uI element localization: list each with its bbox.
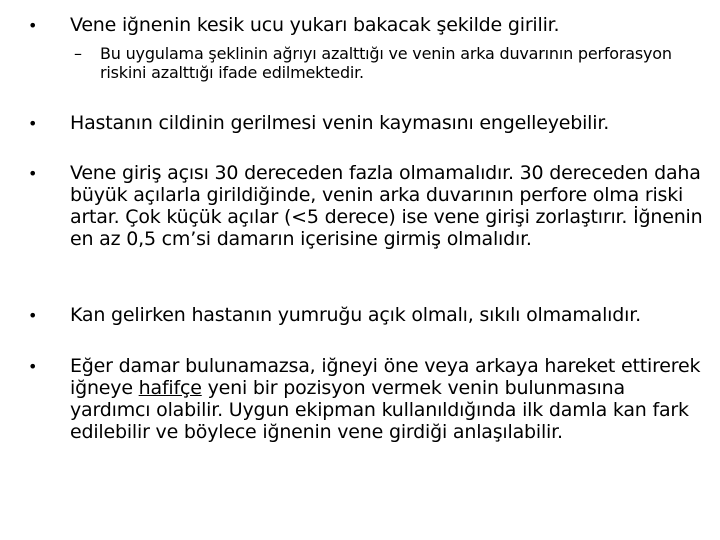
sub-bullet-text-1: Bu uygulama şeklinin ağrıyı azalttığı ve venin arka duvarının perforasyon riskini azalttığı ifade edilmektedir. (100, 44, 672, 82)
bullet-text-2: Hastanın cildinin gerilmesi venin kaymasını engelleyebilir. (70, 112, 610, 134)
bullet-marker: • (28, 164, 38, 183)
bullet-marker: • (28, 114, 38, 133)
bullet-text-5-part-2: yeni bir pozisyon vermek venin bulunmasına yardımcı olabilir. Uygun ekipman kullanıldığında ilk damla kan fark edilebilir ve böylece iğnenin vene girdiği anlaşılabilir. (70, 377, 689, 443)
bullet-text-3: Vene giriş açısı 30 dereceden fazla olmamalıdır. 30 dereceden daha büyük açılarla girildiğinde, venin arka duvarının perfore olma riski artar. Çok küçük açılar (<5 derece) ise vene girişi zorlaştırır. İğnenin en az 0,5 cm’si damarın içerisine girmiş olmalıdır. (70, 162, 703, 250)
bullet-marker: • (28, 16, 38, 35)
bullet-text-5-underlined: hafifçe (138, 377, 202, 399)
bullet-text-5-part-1: Eğer damar bulunamazsa, iğneyi öne veya arkaya hareket ettirerek iğneye (70, 355, 701, 399)
bullet-text-4: Kan gelirken hastanın yumruğu açık olmalı, sıkılı olmamalıdır. (70, 304, 641, 326)
bullet-marker: • (28, 357, 38, 376)
bullet-marker: • (28, 306, 38, 325)
bullet-text-1: Vene iğnenin kesik ucu yukarı bakacak şekilde girilir. (70, 14, 560, 36)
bullet-text-5 (70, 355, 706, 443)
sub-bullet-marker: – (74, 44, 82, 63)
